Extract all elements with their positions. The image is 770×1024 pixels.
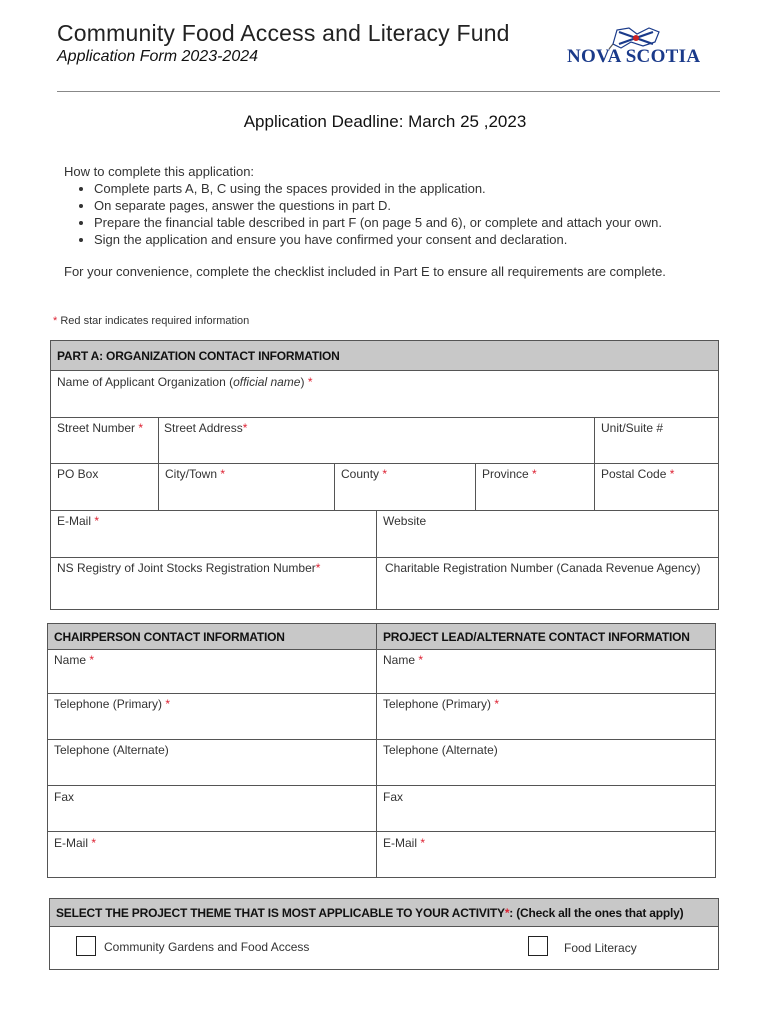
instruction-item: • Prepare the financial table described in part F (on page 5 and 6), or complete and attach your own.: [94, 214, 662, 231]
nova-scotia-logo: [565, 26, 705, 72]
food-literacy-checkbox[interactable]: [528, 936, 548, 956]
postal-code-field[interactable]: [595, 464, 718, 510]
lead-tel-primary-label: [383, 697, 499, 711]
org-name-field[interactable]: [51, 371, 718, 417]
ns-registry-label: [57, 561, 320, 575]
required-star: *: [94, 514, 100, 528]
street-number-label-text: Street Number: [57, 421, 136, 435]
city-town-label: [165, 467, 225, 481]
required-star: *: [138, 421, 144, 435]
province-label-text: Province: [482, 467, 529, 481]
project-theme-section: [49, 898, 719, 970]
street-address-label: [164, 421, 247, 435]
instructions-list: [64, 180, 662, 248]
required-note-text: Red star indicates required information: [57, 315, 250, 327]
lead-tel-primary-field[interactable]: [377, 694, 715, 739]
part-a-section: [50, 340, 719, 610]
instructions: [64, 163, 662, 248]
lead-email-field[interactable]: [377, 832, 715, 877]
chair-fax-field[interactable]: [48, 786, 376, 831]
street-address-label-text: Street Address: [164, 421, 243, 435]
lead-name-label: [383, 653, 423, 667]
unit-suite-field[interactable]: [595, 418, 718, 463]
form-title: Community Food Access and Literacy Fund: [57, 20, 510, 46]
row-divider: [48, 831, 715, 832]
row-divider: [48, 739, 715, 740]
project-theme-header: [50, 899, 718, 927]
project-theme-header-text: SELECT THE PROJECT THEME THAT IS MOST APPLICABLE TO YOUR ACTIVITY: [56, 905, 505, 920]
ns-registry-field[interactable]: [51, 558, 376, 610]
postal-code-label-text: Postal Code: [601, 467, 667, 481]
chair-email-label-text: E-Mail: [54, 836, 89, 850]
required-star: *: [89, 653, 95, 667]
charitable-number-field[interactable]: [377, 558, 718, 610]
required-note: [53, 315, 249, 327]
county-label-text: County: [341, 467, 380, 481]
instructions-intro: How to complete this application:: [64, 164, 255, 179]
po-box-label: PO Box: [57, 467, 99, 481]
lead-email-label-text: E-Mail: [383, 836, 418, 850]
po-box-field[interactable]: [51, 464, 158, 510]
street-number-field[interactable]: [51, 418, 158, 463]
part-a-header: PART A: ORGANIZATION CONTACT INFORMATION: [51, 341, 718, 371]
instruction-item: • Sign the application and ensure you have confirmed your consent and declaration.: [94, 231, 662, 248]
chair-name-label-text: Name: [54, 653, 87, 667]
chair-email-label: [54, 836, 96, 850]
food-literacy-label: Food Literacy: [564, 941, 637, 955]
county-label: [341, 467, 387, 481]
chair-name-field[interactable]: [48, 650, 376, 693]
org-email-field[interactable]: [51, 511, 376, 557]
community-gardens-label: Community Gardens and Food Access: [104, 940, 310, 954]
lead-name-field[interactable]: [377, 650, 715, 693]
row-divider: [48, 693, 715, 694]
street-address-field[interactable]: [159, 418, 594, 463]
required-star: *: [242, 421, 248, 435]
org-name-label-close: ): [300, 375, 305, 389]
required-star: *: [165, 697, 171, 711]
postal-code-label: [601, 467, 674, 481]
street-number-label: [57, 421, 143, 435]
required-star: *: [220, 467, 226, 481]
chair-email-field[interactable]: [48, 832, 376, 877]
province-label: [482, 467, 537, 481]
website-field[interactable]: [377, 511, 718, 557]
project-lead-header: PROJECT LEAD/ALTERNATE CONTACT INFORMATION: [377, 624, 715, 650]
required-star: *: [494, 697, 500, 711]
required-star: *: [315, 561, 321, 575]
chairperson-header: CHAIRPERSON CONTACT INFORMATION: [48, 624, 376, 650]
checklist-note: For your convenience, complete the checklist included in Part E to ensure all requirements are complete.: [64, 264, 666, 279]
row-divider: [48, 785, 715, 786]
lead-fax-label: Fax: [383, 790, 404, 804]
charitable-number-label: Charitable Registration Number (Canada Revenue Agency): [385, 561, 701, 575]
header-divider: [57, 91, 720, 92]
application-deadline: Application Deadline: March 25 ,2023: [243, 112, 527, 131]
lead-email-label: [383, 836, 425, 850]
contacts-section: [47, 623, 716, 878]
required-star: *: [418, 653, 424, 667]
unit-suite-label: Unit/Suite #: [601, 421, 664, 435]
org-name-label-italic: official name: [233, 375, 301, 389]
chair-name-label: [54, 653, 94, 667]
lead-tel-primary-label-text: Telephone (Primary): [383, 697, 492, 711]
chair-tel-primary-field[interactable]: [48, 694, 376, 739]
city-town-field[interactable]: [159, 464, 334, 510]
chair-tel-alt-label: Telephone (Alternate): [54, 743, 169, 757]
community-gardens-checkbox[interactable]: [76, 936, 96, 956]
required-star: *: [532, 467, 537, 481]
required-star: *: [382, 467, 388, 481]
required-star: *: [669, 467, 675, 481]
required-star: *: [504, 905, 510, 920]
chair-tel-primary-label: [54, 697, 170, 711]
logo-text: NOVA SCOTIA: [567, 46, 701, 67]
required-star: *: [91, 836, 97, 850]
required-star: *: [420, 836, 426, 850]
chair-tel-alt-field[interactable]: [48, 740, 376, 785]
county-field[interactable]: [335, 464, 475, 510]
instruction-item: • On separate pages, answer the questions in part D.: [94, 197, 662, 214]
chair-tel-primary-label-text: Telephone (Primary): [54, 697, 163, 711]
org-email-label-text: E-Mail: [57, 514, 92, 528]
required-star: *: [53, 315, 58, 327]
lead-tel-alt-field[interactable]: [377, 740, 715, 785]
city-town-label-text: City/Town: [165, 467, 218, 481]
org-name-label: [57, 375, 312, 389]
org-name-label-text: Name of Applicant Organization (: [57, 375, 234, 389]
required-star: *: [307, 375, 313, 389]
ns-registry-label-text: NS Registry of Joint Stocks Registration Number: [57, 561, 316, 575]
instruction-item: • Complete parts A, B, C using the spaces provided in the application.: [94, 180, 662, 197]
project-theme-header-suffix: : (Check all the ones that apply): [509, 905, 684, 920]
lead-tel-alt-label: Telephone (Alternate): [383, 743, 498, 757]
chair-fax-label: Fax: [54, 790, 75, 804]
province-field[interactable]: [476, 464, 594, 510]
lead-name-label-text: Name: [383, 653, 416, 667]
lead-fax-field[interactable]: [377, 786, 715, 831]
website-label: Website: [383, 514, 427, 528]
org-email-label: [57, 514, 99, 528]
form-subtitle: Application Form 2023-2024: [57, 48, 259, 65]
